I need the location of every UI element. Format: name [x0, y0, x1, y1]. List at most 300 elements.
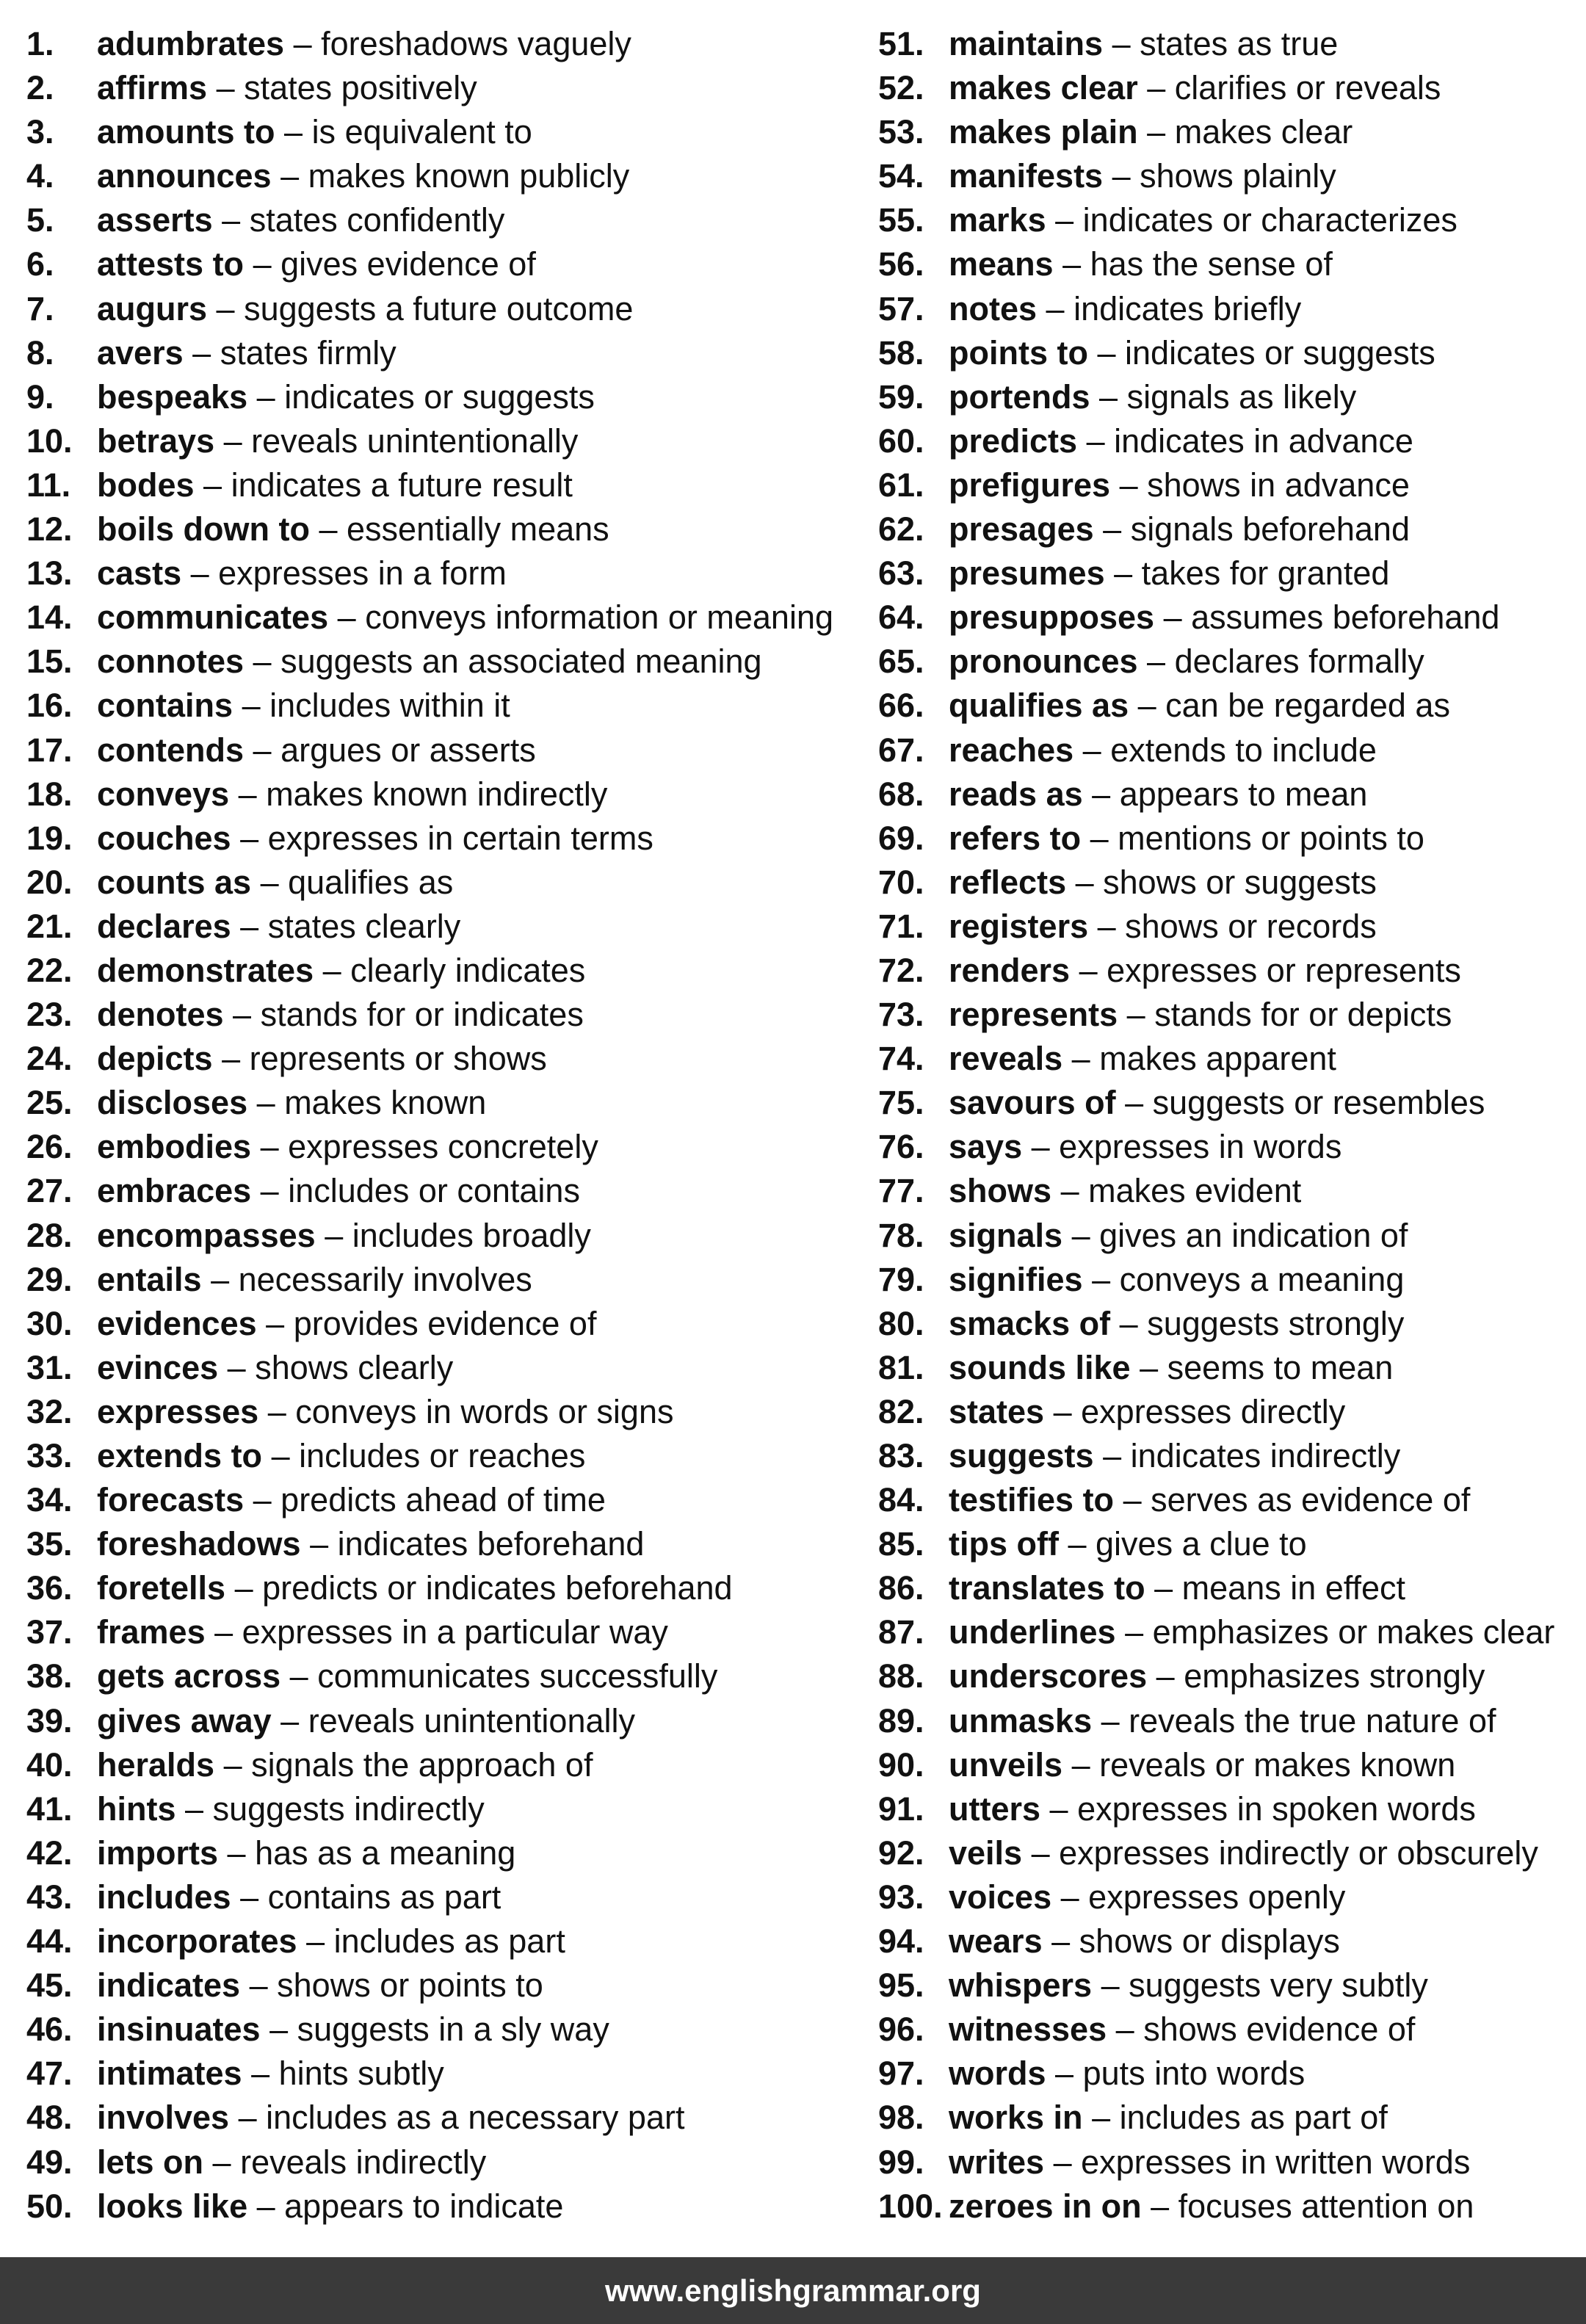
- item-number: 31.: [26, 1348, 73, 1386]
- list-item: [878, 1081, 1576, 1125]
- item-number: 8.: [26, 333, 54, 372]
- item-number: 32.: [26, 1392, 73, 1430]
- item-number: 72.: [878, 951, 924, 989]
- item-number: 84.: [878, 1481, 924, 1519]
- list-item: [26, 993, 863, 1037]
- list-item: [26, 1610, 863, 1654]
- list-item: [878, 551, 1576, 596]
- item-term: heralds: [97, 1745, 215, 1784]
- item-term: augurs: [97, 289, 208, 327]
- item-term: gets across: [97, 1657, 281, 1695]
- list-item: [26, 772, 863, 817]
- item-separator: –: [1046, 289, 1065, 327]
- item-separator: –: [1154, 1569, 1173, 1607]
- item-separator: –: [1053, 1392, 1072, 1430]
- list-item: [878, 772, 1576, 817]
- item-number: 61.: [878, 466, 924, 504]
- item-definition: indicates beforehand: [337, 1525, 645, 1563]
- list-item: [878, 154, 1576, 198]
- list-item: [26, 596, 863, 640]
- item-separator: –: [1060, 1172, 1079, 1210]
- item-number: 16.: [26, 687, 73, 725]
- item-definition: mentions or points to: [1118, 819, 1424, 857]
- item-number: 25.: [26, 1084, 73, 1122]
- list-item: [26, 1743, 863, 1787]
- item-definition: expresses or represents: [1107, 951, 1461, 989]
- list-item: [26, 949, 863, 993]
- item-separator: –: [260, 863, 279, 901]
- item-number: 83.: [878, 1437, 924, 1474]
- item-term: represents: [949, 996, 1118, 1034]
- item-term: amounts to: [97, 113, 275, 151]
- item-term: reflects: [949, 863, 1067, 901]
- item-term: unmasks: [949, 1701, 1093, 1740]
- list-item: [878, 1258, 1576, 1302]
- list-item: [878, 2184, 1576, 2229]
- item-number: 17.: [26, 731, 73, 769]
- list-item: [26, 1478, 863, 1522]
- item-definition: stands for or indicates: [260, 996, 584, 1034]
- item-term: involves: [97, 2099, 230, 2137]
- item-definition: argues or asserts: [280, 731, 536, 769]
- item-term: contends: [97, 731, 245, 769]
- list-item: [878, 1831, 1576, 1875]
- item-number: 1.: [26, 25, 54, 62]
- item-separator: –: [1071, 1040, 1090, 1078]
- item-term: betrays: [97, 421, 215, 460]
- item-term: presumes: [949, 554, 1105, 593]
- item-number: 58.: [878, 333, 924, 372]
- item-definition: reveals unintentionally: [251, 421, 579, 460]
- item-term: announces: [97, 157, 272, 195]
- item-definition: expresses in a particular way: [242, 1613, 668, 1651]
- item-term: evidences: [97, 1304, 257, 1342]
- list-item: [26, 1258, 863, 1302]
- item-term: includes: [97, 1878, 231, 1916]
- footer-url: www.englishgrammar.org: [605, 2273, 981, 2308]
- item-separator: –: [238, 775, 257, 813]
- item-separator: –: [242, 687, 261, 725]
- item-term: writes: [949, 2143, 1045, 2181]
- item-separator: –: [212, 2143, 231, 2181]
- item-number: 50.: [26, 2187, 73, 2225]
- item-separator: –: [1126, 996, 1145, 1034]
- item-separator: –: [1055, 201, 1074, 239]
- list-item: [26, 507, 863, 551]
- item-term: wears: [949, 1922, 1043, 1961]
- item-definition: reveals unintentionally: [308, 1701, 635, 1740]
- list-item: [878, 1566, 1576, 1610]
- item-term: utters: [949, 1789, 1041, 1828]
- list-item: [26, 1346, 863, 1390]
- list-item: [878, 198, 1576, 242]
- item-definition: suggests indirectly: [212, 1789, 485, 1828]
- item-separator: –: [1125, 1613, 1144, 1651]
- item-definition: reveals the true nature of: [1129, 1701, 1496, 1740]
- list-item: [26, 1125, 863, 1169]
- item-definition: focuses attention on: [1178, 2187, 1474, 2225]
- item-separator: –: [280, 1701, 300, 1740]
- item-separator: –: [337, 598, 356, 637]
- item-number: 86.: [878, 1569, 924, 1607]
- item-separator: –: [1156, 1657, 1175, 1695]
- item-definition: predicts ahead of time: [280, 1481, 606, 1519]
- item-definition: emphasizes strongly: [1184, 1657, 1485, 1695]
- list-item: [26, 861, 863, 905]
- item-separator: –: [266, 1304, 285, 1342]
- list-item: [878, 2096, 1576, 2140]
- item-definition: makes evident: [1088, 1172, 1302, 1210]
- item-number: 42.: [26, 1834, 73, 1872]
- item-definition: suggests in a sly way: [297, 2010, 609, 2049]
- list-item: [878, 1654, 1576, 1698]
- item-definition: emphasizes or makes clear: [1152, 1613, 1555, 1651]
- item-number: 36.: [26, 1569, 73, 1607]
- item-separator: –: [223, 421, 242, 460]
- item-number: 18.: [26, 775, 73, 813]
- list-item: [878, 2052, 1576, 2096]
- item-term: words: [949, 2055, 1046, 2093]
- item-definition: includes or reaches: [299, 1437, 586, 1474]
- item-separator: –: [1055, 2055, 1074, 2093]
- item-definition: expresses indirectly or obscurely: [1059, 1834, 1538, 1872]
- item-separator: –: [253, 642, 272, 681]
- item-term: prefigures: [949, 466, 1111, 504]
- item-definition: declares formally: [1174, 642, 1424, 681]
- item-term: embodies: [97, 1128, 252, 1166]
- item-definition: shows in advance: [1147, 466, 1410, 504]
- item-definition: contains as part: [267, 1878, 501, 1916]
- item-term: expresses: [97, 1392, 259, 1430]
- item-number: 79.: [878, 1260, 924, 1298]
- item-number: 63.: [878, 554, 924, 593]
- list-item: [26, 331, 863, 375]
- list-item: [26, 1037, 863, 1081]
- item-definition: suggests very subtly: [1129, 1966, 1428, 2005]
- item-number: 28.: [26, 1216, 73, 1254]
- list-item: [26, 1390, 863, 1434]
- item-definition: makes known indirectly: [266, 775, 608, 813]
- item-number: 82.: [878, 1392, 924, 1430]
- item-term: shows: [949, 1172, 1052, 1210]
- item-term: manifests: [949, 157, 1104, 195]
- item-definition: states firmly: [220, 333, 396, 372]
- item-term: zeroes in on: [949, 2187, 1142, 2225]
- item-term: states: [949, 1392, 1045, 1430]
- item-number: 6.: [26, 245, 54, 283]
- list-item: [878, 1037, 1576, 1081]
- item-term: entails: [97, 1260, 202, 1298]
- item-number: 85.: [878, 1525, 924, 1563]
- list-item: [26, 1787, 863, 1831]
- item-term: portends: [949, 377, 1090, 416]
- item-term: conveys: [97, 775, 230, 813]
- item-definition: expresses in words: [1059, 1128, 1342, 1166]
- list-item: [26, 684, 863, 728]
- item-definition: stands for or depicts: [1154, 996, 1452, 1034]
- list-item: [26, 1831, 863, 1875]
- item-separator: –: [1071, 1216, 1090, 1254]
- item-term: pronounces: [949, 642, 1138, 681]
- item-term: means: [949, 245, 1054, 283]
- item-separator: –: [1051, 1922, 1071, 1961]
- list-item: [26, 1214, 863, 1258]
- list-item: [26, 22, 863, 66]
- item-separator: –: [1097, 333, 1116, 372]
- item-number: 14.: [26, 598, 73, 637]
- item-number: 2.: [26, 69, 54, 107]
- item-separator: –: [1079, 951, 1098, 989]
- list-item: [26, 1434, 863, 1478]
- item-term: smacks of: [949, 1304, 1111, 1342]
- item-separator: –: [1092, 1260, 1111, 1298]
- item-separator: –: [1112, 25, 1131, 62]
- item-definition: shows evidence of: [1143, 2010, 1416, 2049]
- item-number: 49.: [26, 2143, 73, 2181]
- list-item: [878, 728, 1576, 772]
- item-term: hints: [97, 1789, 176, 1828]
- item-definition: includes broadly: [352, 1216, 591, 1254]
- item-term: signals: [949, 1216, 1063, 1254]
- list-item: [878, 684, 1576, 728]
- item-number: 80.: [878, 1304, 924, 1342]
- item-term: signifies: [949, 1260, 1083, 1298]
- list-item: [26, 1919, 863, 1963]
- item-number: 24.: [26, 1040, 73, 1078]
- item-term: translates to: [949, 1569, 1145, 1607]
- item-term: asserts: [97, 201, 213, 239]
- item-term: lets on: [97, 2143, 204, 2181]
- item-definition: shows plainly: [1140, 157, 1336, 195]
- item-term: qualifies as: [949, 687, 1129, 725]
- list-item: [878, 2008, 1576, 2052]
- item-number: 5.: [26, 201, 54, 239]
- list-item: [26, 1963, 863, 2008]
- item-term: adumbrates: [97, 25, 285, 62]
- list-item: [26, 419, 863, 463]
- item-separator: –: [203, 466, 222, 504]
- item-number: 68.: [878, 775, 924, 813]
- list-item: [26, 2140, 863, 2184]
- item-separator: –: [227, 1348, 246, 1386]
- item-definition: clearly indicates: [350, 951, 586, 989]
- item-term: denotes: [97, 996, 224, 1034]
- list-item: [878, 242, 1576, 286]
- item-separator: –: [1031, 1834, 1050, 1872]
- item-definition: clarifies or reveals: [1174, 69, 1441, 107]
- item-definition: gives evidence of: [280, 245, 536, 283]
- item-term: boils down to: [97, 510, 310, 549]
- list-item: [878, 1610, 1576, 1654]
- item-separator: –: [1082, 731, 1101, 769]
- item-definition: conveys in words or signs: [295, 1392, 674, 1430]
- item-term: connotes: [97, 642, 245, 681]
- item-separator: –: [322, 951, 341, 989]
- item-term: foretells: [97, 1569, 226, 1607]
- item-number: 67.: [878, 731, 924, 769]
- item-separator: –: [1075, 863, 1094, 901]
- item-definition: signals beforehand: [1130, 510, 1410, 549]
- item-definition: expresses in written words: [1081, 2143, 1471, 2181]
- item-term: notes: [949, 289, 1038, 327]
- list-item: [26, 1654, 863, 1698]
- list-item: [26, 1169, 863, 1213]
- item-definition: expresses in a form: [218, 554, 507, 593]
- item-separator: –: [271, 1437, 290, 1474]
- item-definition: conveys a meaning: [1119, 1260, 1405, 1298]
- item-separator: –: [1101, 1966, 1120, 2005]
- list-item: [878, 1214, 1576, 1258]
- item-term: marks: [949, 201, 1046, 239]
- list-item: [26, 463, 863, 507]
- item-term: predicts: [949, 421, 1078, 460]
- list-item: [878, 1346, 1576, 1390]
- item-number: 51.: [878, 25, 924, 62]
- item-number: 40.: [26, 1745, 73, 1784]
- item-separator: –: [1137, 687, 1156, 725]
- item-definition: states positively: [244, 69, 477, 107]
- item-number: 7.: [26, 289, 54, 327]
- item-definition: indicates or suggests: [1125, 333, 1435, 372]
- item-separator: –: [319, 510, 338, 549]
- item-definition: makes known publicly: [308, 157, 630, 195]
- item-number: 74.: [878, 1040, 924, 1078]
- item-number: 70.: [878, 863, 924, 901]
- list-item: [878, 1919, 1576, 1963]
- item-separator: –: [1147, 69, 1166, 107]
- item-number: 64.: [878, 598, 924, 637]
- item-separator: –: [1147, 113, 1166, 151]
- list-item: [878, 596, 1576, 640]
- item-separator: –: [253, 245, 272, 283]
- item-definition: includes as part of: [1119, 2099, 1388, 2137]
- list-item: [878, 1125, 1576, 1169]
- item-separator: –: [1125, 1084, 1144, 1122]
- item-term: presupposes: [949, 598, 1155, 637]
- item-definition: indicates in advance: [1114, 421, 1413, 460]
- list-item: [878, 1963, 1576, 2008]
- item-term: reveals: [949, 1040, 1063, 1078]
- item-separator: –: [1123, 1481, 1142, 1519]
- item-separator: –: [234, 1569, 253, 1607]
- item-separator: –: [211, 1260, 230, 1298]
- item-number: 97.: [878, 2055, 924, 2093]
- item-number: 43.: [26, 1878, 73, 1916]
- list-item: [878, 1434, 1576, 1478]
- item-term: refers to: [949, 819, 1082, 857]
- item-definition: predicts or indicates beforehand: [262, 1569, 733, 1607]
- item-term: points to: [949, 333, 1088, 372]
- item-definition: shows clearly: [255, 1348, 454, 1386]
- item-separator: –: [1151, 2187, 1170, 2225]
- item-number: 60.: [878, 421, 924, 460]
- list-item: [878, 1302, 1576, 1346]
- list-item: [26, 1081, 863, 1125]
- item-definition: expresses concretely: [288, 1128, 598, 1166]
- item-number: 19.: [26, 819, 73, 857]
- item-term: encompasses: [97, 1216, 316, 1254]
- item-number: 34.: [26, 1481, 73, 1519]
- item-separator: –: [1097, 907, 1116, 945]
- list-item: [26, 728, 863, 772]
- item-number: 56.: [878, 245, 924, 283]
- item-definition: puts into words: [1082, 2055, 1306, 2093]
- item-term: suggests: [949, 1437, 1094, 1474]
- list-item: [878, 66, 1576, 110]
- item-term: sounds like: [949, 1348, 1131, 1386]
- list-item: [878, 1522, 1576, 1566]
- word-list-column-left: [26, 22, 863, 2229]
- list-item: [878, 993, 1576, 1037]
- list-item: [878, 2140, 1576, 2184]
- item-definition: seems to mean: [1167, 1348, 1394, 1386]
- item-separator: –: [223, 1745, 242, 1784]
- list-item: [26, 110, 863, 154]
- item-definition: makes clear: [1174, 113, 1353, 151]
- item-term: underlines: [949, 1613, 1116, 1651]
- item-number: 100.: [878, 2187, 943, 2225]
- item-definition: shows or points to: [277, 1966, 543, 2005]
- list-item: [878, 22, 1576, 66]
- item-definition: states clearly: [267, 907, 461, 945]
- item-number: 76.: [878, 1128, 924, 1166]
- item-separator: –: [260, 1172, 279, 1210]
- item-term: couches: [97, 819, 231, 857]
- item-definition: expresses in certain terms: [267, 819, 653, 857]
- item-term: bodes: [97, 466, 195, 504]
- list-item: [26, 905, 863, 949]
- item-term: intimates: [97, 2055, 242, 2093]
- item-term: avers: [97, 333, 184, 372]
- item-separator: –: [190, 554, 209, 593]
- item-number: 89.: [878, 1701, 924, 1740]
- item-definition: shows or suggests: [1103, 863, 1377, 901]
- item-separator: –: [238, 2099, 257, 2137]
- list-item: [878, 507, 1576, 551]
- item-term: embraces: [97, 1172, 252, 1210]
- item-number: 29.: [26, 1260, 73, 1298]
- item-separator: –: [253, 731, 272, 769]
- item-separator: –: [240, 819, 259, 857]
- item-number: 11.: [26, 466, 71, 504]
- item-separator: –: [1062, 245, 1082, 283]
- item-definition: has as a meaning: [255, 1834, 516, 1872]
- item-number: 66.: [878, 687, 924, 725]
- item-separator: –: [1101, 1701, 1120, 1740]
- item-definition: serves as evidence of: [1151, 1481, 1471, 1519]
- list-item: [878, 110, 1576, 154]
- item-separator: –: [1119, 466, 1138, 504]
- item-separator: –: [222, 1040, 241, 1078]
- list-item: [26, 66, 863, 110]
- list-item: [878, 1699, 1576, 1743]
- item-number: 38.: [26, 1657, 73, 1695]
- item-definition: foreshadows vaguely: [321, 25, 631, 62]
- item-separator: –: [1103, 510, 1122, 549]
- item-number: 23.: [26, 996, 73, 1034]
- item-definition: qualifies as: [288, 863, 454, 901]
- list-item: [878, 817, 1576, 861]
- list-item: [26, 2008, 863, 2052]
- item-number: 15.: [26, 642, 73, 681]
- word-list-column-right: [878, 22, 1576, 2229]
- item-number: 94.: [878, 1922, 924, 1961]
- item-number: 92.: [878, 1834, 924, 1872]
- item-number: 47.: [26, 2055, 73, 2093]
- item-separator: –: [1092, 775, 1111, 813]
- item-separator: –: [1147, 642, 1166, 681]
- item-term: registers: [949, 907, 1089, 945]
